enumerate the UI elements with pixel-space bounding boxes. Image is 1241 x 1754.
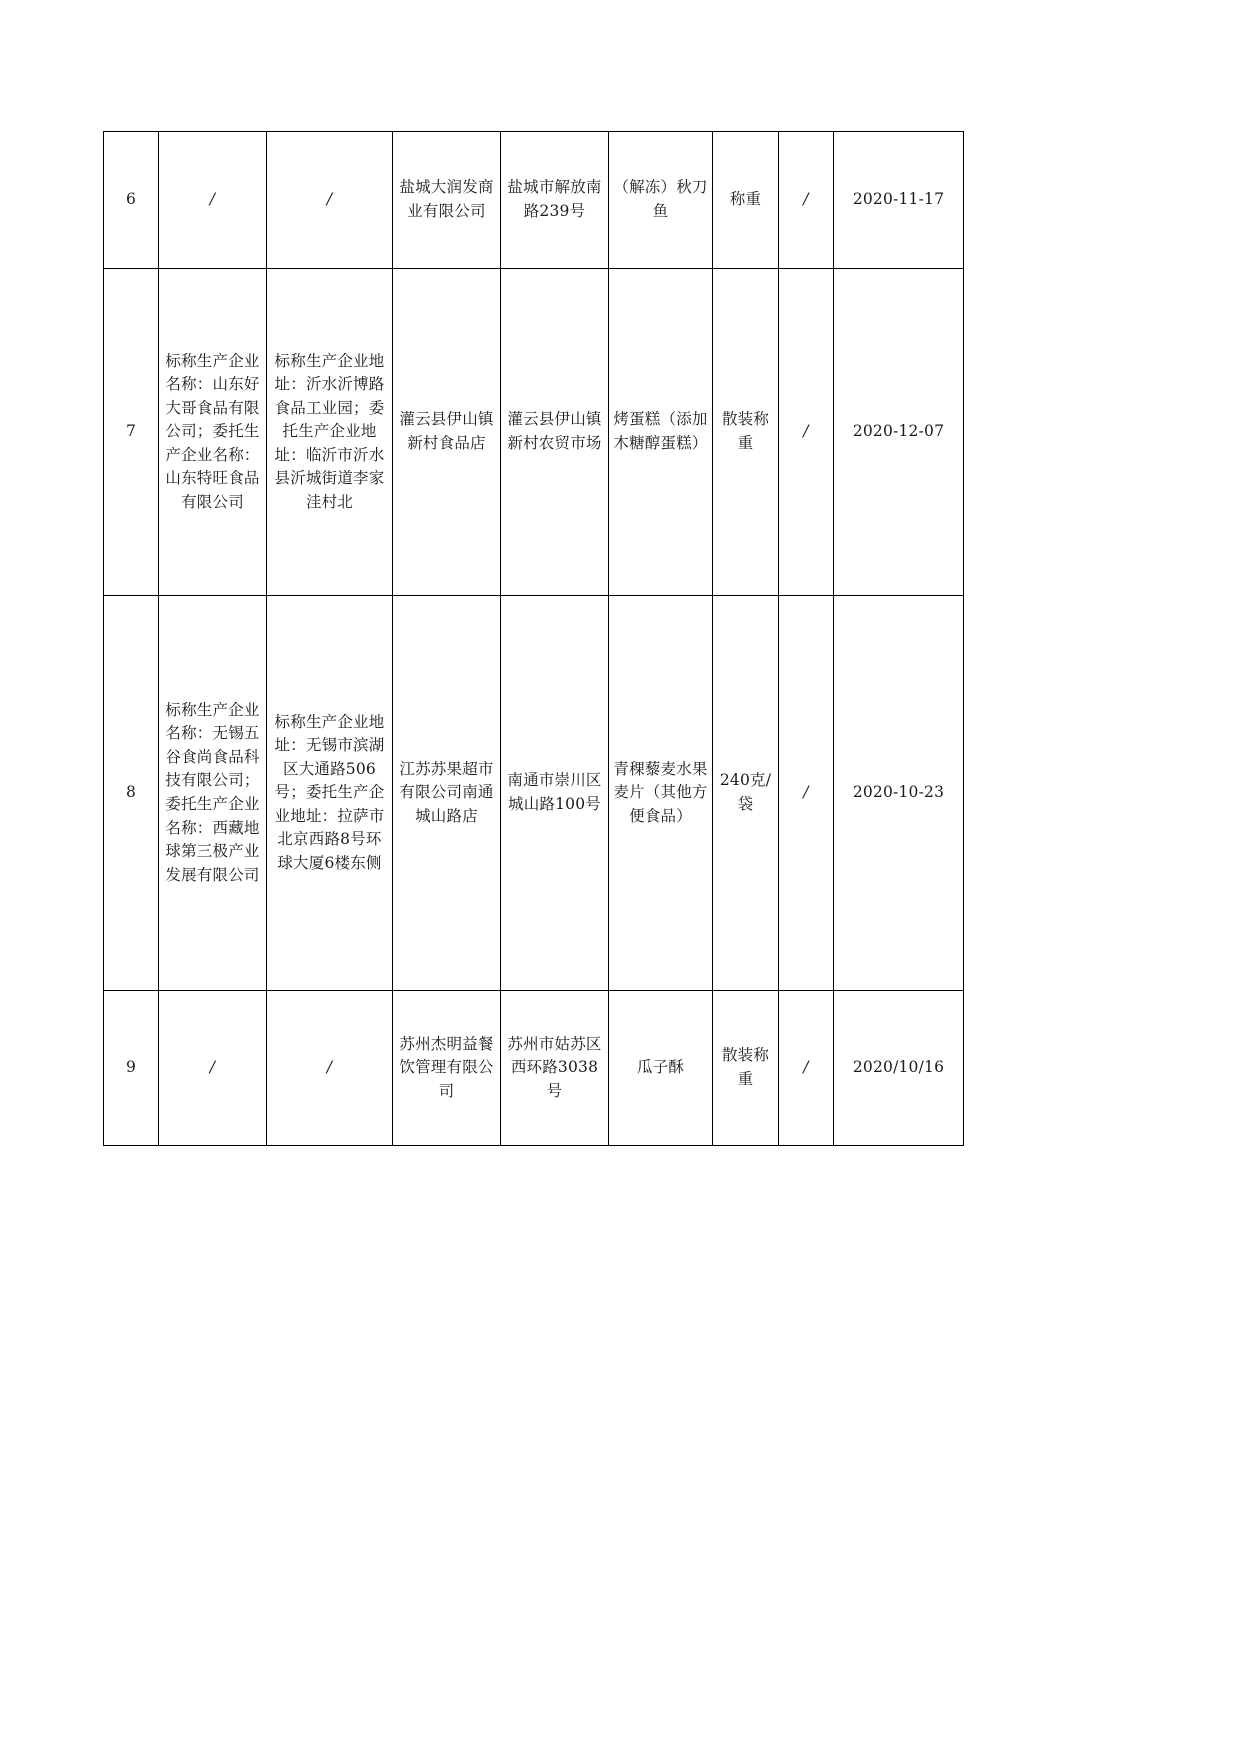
cell-specification: 240克/袋	[713, 596, 779, 991]
cell-sampled-business-name: 盐城大润发商业有限公司	[393, 132, 501, 269]
cell-product-name: 青稞藜麦水果麦片（其他方便食品）	[609, 596, 713, 991]
cell-declared-producer-address: 标称生产企业地址：沂水沂博路食品工业园；委托生产企业地址：临沂市沂水县沂城街道李家洼村北	[267, 269, 393, 596]
cell-sampled-business-address: 南通市崇川区城山路100号	[501, 596, 609, 991]
cell-grade: /	[779, 596, 834, 991]
cell-sampled-business-name: 苏州杰明益餐饮管理有限公司	[393, 991, 501, 1146]
cell-declared-producer-name: /	[159, 132, 267, 269]
cell-grade: /	[779, 269, 834, 596]
table-row	[104, 991, 964, 1146]
cell-specification: 散装称重	[713, 269, 779, 596]
cell-index: 6	[104, 132, 159, 269]
cell-production-date: 2020-12-07	[834, 269, 964, 596]
cell-declared-producer-name: 标称生产企业名称：山东好大哥食品有限公司；委托生产企业名称：山东特旺食品有限公司	[159, 269, 267, 596]
table-row	[104, 269, 964, 596]
cell-product-name: 瓜子酥	[609, 991, 713, 1146]
cell-production-date: 2020-10-23	[834, 596, 964, 991]
cell-production-date: 2020/10/16	[834, 991, 964, 1146]
cell-sampled-business-address: 苏州市姑苏区西环路3038号	[501, 991, 609, 1146]
cell-product-name: （解冻）秋刀鱼	[609, 132, 713, 269]
table-row	[104, 132, 964, 269]
cell-specification: 称重	[713, 132, 779, 269]
cell-sampled-business-name: 江苏苏果超市有限公司南通城山路店	[393, 596, 501, 991]
cell-declared-producer-name: 标称生产企业名称：无锡五谷食尚食品科技有限公司；委托生产企业名称：西藏地球第三极产业发展有限公司	[159, 596, 267, 991]
table-container	[103, 131, 963, 1146]
cell-product-name: 烤蛋糕（添加木糖醇蛋糕）	[609, 269, 713, 596]
cell-index: 8	[104, 596, 159, 991]
cell-sampled-business-address: 盐城市解放南路239号	[501, 132, 609, 269]
cell-declared-producer-name: /	[159, 991, 267, 1146]
cell-declared-producer-address: /	[267, 991, 393, 1146]
cell-index: 7	[104, 269, 159, 596]
cell-sampled-business-address: 灌云县伊山镇新村农贸市场	[501, 269, 609, 596]
cell-declared-producer-address: 标称生产企业地址：无锡市滨湖区大通路506号；委托生产企业地址：拉萨市北京西路8号环球大厦6楼东侧	[267, 596, 393, 991]
cell-grade: /	[779, 132, 834, 269]
inspection-results-table	[103, 131, 964, 1146]
cell-specification: 散装称重	[713, 991, 779, 1146]
cell-index: 9	[104, 991, 159, 1146]
cell-declared-producer-address: /	[267, 132, 393, 269]
cell-sampled-business-name: 灌云县伊山镇新村食品店	[393, 269, 501, 596]
cell-grade: /	[779, 991, 834, 1146]
cell-production-date: 2020-11-17	[834, 132, 964, 269]
table-row	[104, 596, 964, 991]
